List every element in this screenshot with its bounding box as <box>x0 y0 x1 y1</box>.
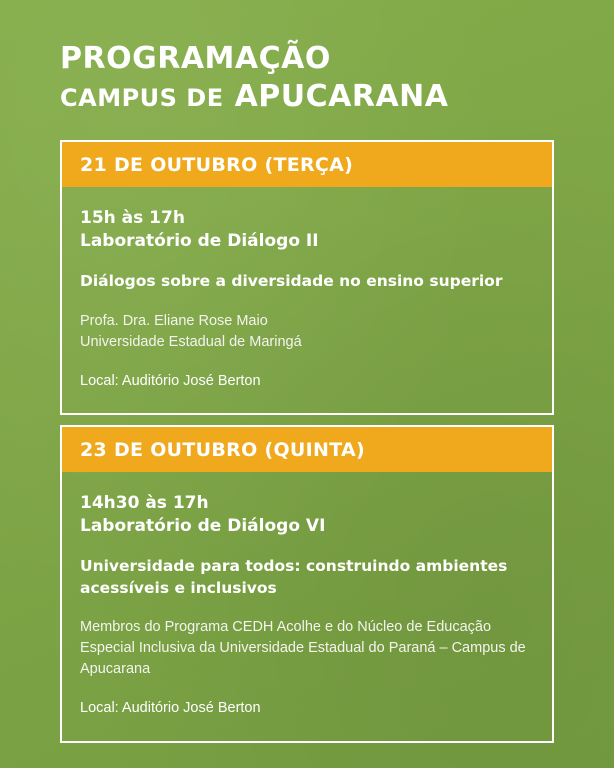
event-date: 21 DE OUTUBRO (TERÇA) <box>80 154 354 176</box>
event-time: 15h às 17h <box>80 208 185 228</box>
title-line-1: PROGRAMAÇÃO <box>60 41 331 76</box>
event-time: 14h30 às 17h <box>80 493 209 513</box>
event-date: 23 DE OUTUBRO (QUINTA) <box>80 439 365 461</box>
title-line-2 <box>60 78 449 116</box>
event-speaker: Profa. Dra. Eliane Rose Maio Universidade Estadual de Maringá <box>80 312 302 350</box>
event-card <box>60 425 554 743</box>
event-speaker: Membros do Programa CEDH Acolhe e do Núcleo de Educação Especial Inclusiva da Universidade Estadual do Paraná – Campus de Apucarana <box>80 619 526 678</box>
event-details <box>62 472 552 741</box>
title-campus-label: CAMPUS DE <box>60 83 224 112</box>
event-location: Local: Auditório José Berton <box>80 372 261 389</box>
event-details <box>62 187 552 413</box>
event-topic: Diálogos sobre a diversidade no ensino superior <box>80 271 503 290</box>
event-location: Local: Auditório José Berton <box>80 700 261 717</box>
event-lab: Laboratório de Diálogo II <box>80 230 319 251</box>
event-lab: Laboratório de Diálogo VI <box>80 515 326 536</box>
page-title <box>60 40 449 115</box>
title-campus-name: APUCARANA <box>234 78 449 114</box>
event-date-header <box>62 427 552 472</box>
event-topic: Universidade para todos: construindo ambientes acessíveis e inclusivos <box>80 556 508 597</box>
event-date-header <box>62 142 552 187</box>
event-card <box>60 140 554 415</box>
